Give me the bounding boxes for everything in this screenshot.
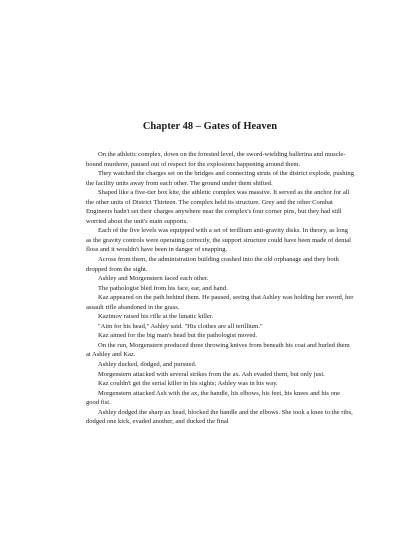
paragraph: Each of the five levels was equipped with a set of terillium anti-gravity disks. In theory, as long as the gravity controls were operating correctly, the support structure could have been made of dental floss and it wouldn't have been in danger of snapping. [86,227,351,254]
chapter-body [86,150,354,427]
paragraph: Across from them, the administration building crashed into the old orphanage and they both dropped from the sight. [86,256,339,273]
paragraph: Morgenstern attacked with several strikes from the ax. Ash evaded them, but only just. [98,370,325,378]
paragraph: Morgenstern attacked Ash with the ax, the handle, his elbows, his feet, his knees and his one good fist. [86,389,341,407]
paragraph: Ashley dodged the sharp ax head, blocked the handle and the elbows. She took a knee to the ribs, dodged one kick, evaded another, and ducked the final [86,408,353,426]
paragraph: Kazimov raised his rifle at the lunatic killer. [98,313,214,321]
paragraph: On the run, Morgenstern produced three throwing knives from beneath his coat and hurled them at Ashley and Kaz. [86,341,350,359]
paragraph: Ashley ducked, dodged, and pursued. [98,361,197,369]
paragraph: Kaz aimed for the big man's head but the pathologist moved. [98,332,258,340]
paragraph: Shaped like a five-tier box kite, the athletic complex was massive. It served as the anchor for all the other units of District Thirteen. The complex held its structure. Grey and the other Combat Engineers hadn't set their charges anywhere near the complex's four corner pins, but they had still worried about the unit's main supports. [86,189,350,225]
paragraph: Kaz appeared on the path behind them. He paused, seeing that Ashley was holding her sword, her assault rifle abandoned in the grass. [86,294,354,311]
paragraph: They watched the charges set on the bridges and connecting struts of the district explode, pushing the facility units away from each other. The ground under them shifted. [86,170,354,187]
paragraph: On the athletic complex, down on the forested level, the sword-wielding ballerina and muscle-bound murderer, paused out of respect for the explosions happening around them. [86,151,346,168]
chapter-title: Chapter 48 – Gates of Heaven [142,121,278,132]
paragraph: Kaz couldn't get the serial killer in his sights; Ashley was in his way. [98,380,278,388]
paragraph: The pathologist bled from his face, ear, and hand. [98,284,228,292]
paragraph: Ashley and Morgenstern faced each other. [98,275,209,283]
paragraph: "Aim for his head," Ashley said. "His clothes are all terillium." [98,322,263,330]
